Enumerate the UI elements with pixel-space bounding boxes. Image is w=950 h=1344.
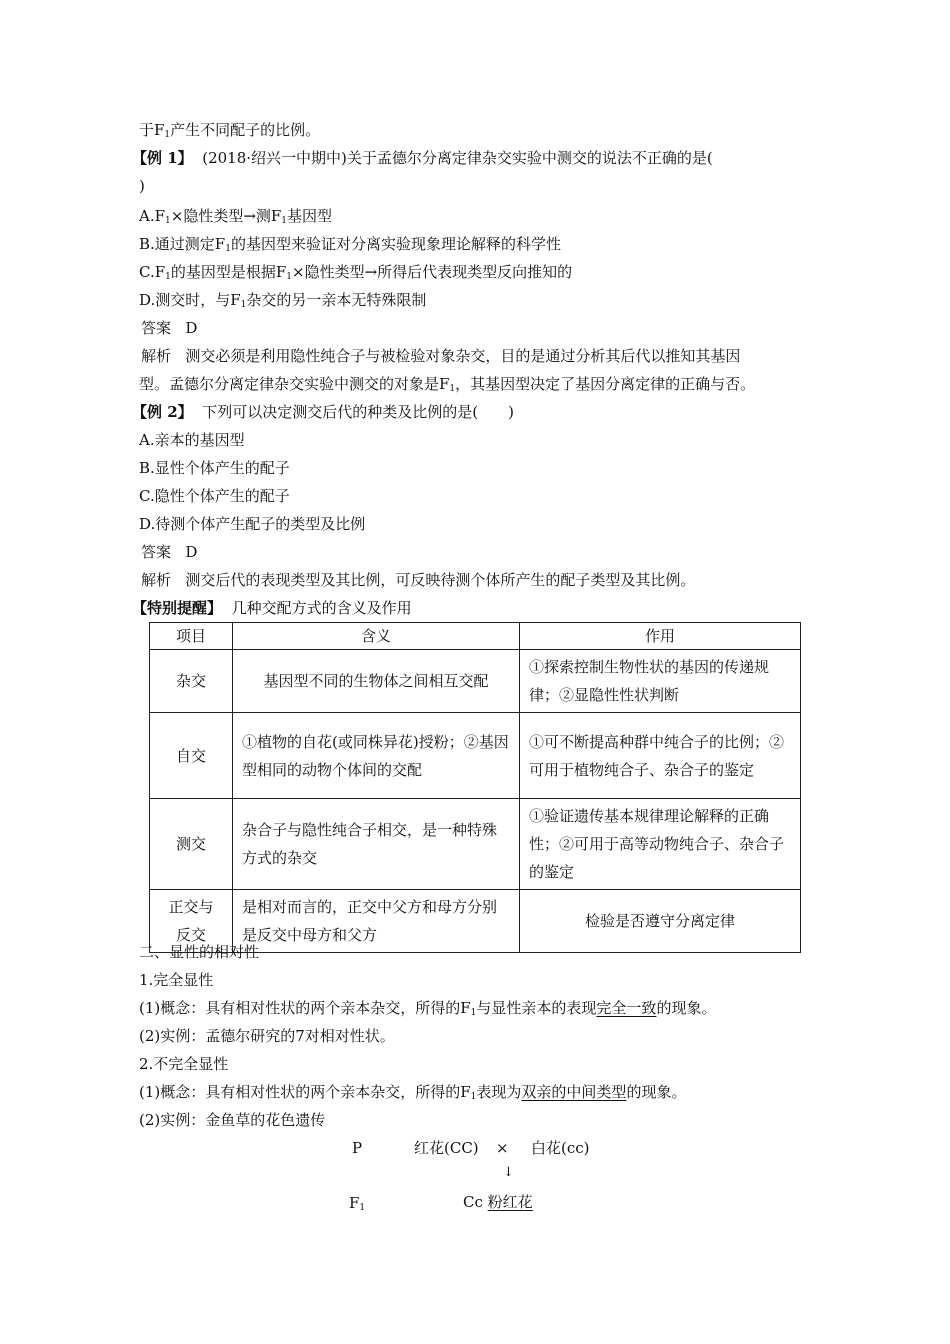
table-cell-effect: 检验是否遵守分离定律 [520, 890, 801, 953]
section-2-sub1: 1.完全显性 [139, 971, 214, 989]
example-1-tag: 【例 1】 [132, 149, 193, 167]
example-2-option-d: D.待测个体产生配子的类型及比例 [139, 515, 366, 533]
example-1-option-b: B.通过测定$F_1$的基因型来验证对分离实验现象理论解释的科学性 [139, 235, 561, 254]
example-2-answer: 答案 D [141, 543, 198, 561]
section-2-sub1-example: (2)实例：孟德尔研究的7对相对性状。 [139, 1027, 395, 1045]
section-2-sub2-example: (2)实例：金鱼草的花色遗传 [139, 1111, 326, 1129]
example-1-answer: 答案 D [141, 319, 198, 337]
arrow-down-icon: ↓ [503, 1165, 514, 1180]
example-2-analysis: 解析 测交后代的表现类型及其比例，可反映待测个体所产生的配子类型及其比例。 [141, 571, 696, 589]
cross-p-label: P [352, 1139, 363, 1157]
cross-f1-result: Cc 粉红花 [463, 1193, 533, 1211]
example-2-option-c: C.隐性个体产生的配子 [139, 487, 290, 505]
tip-heading: 【特别提醒】 几种交配方式的含义及作用 [132, 599, 412, 617]
table-header-cell: 作用 [520, 623, 801, 650]
table-cell-meaning: ①植物的自花(或同株异花)授粉；②基因型相同的动物个体间的交配 [233, 713, 520, 799]
example-1-option-d: D.测交时，与$F_1$杂交的另一亲本无特殊限制 [139, 291, 427, 310]
table-cell-item: 正交与反交 [150, 890, 233, 953]
table-row [150, 650, 801, 713]
example-1-option-c: $C.F_1$的基因型是根据$F_1\times$隐性类型→所得后代表现类型反向推知的 [139, 263, 573, 282]
table-cell-item: 杂交 [150, 650, 233, 713]
section-2-sub2: 2.不完全显性 [139, 1055, 229, 1073]
example-1-analysis-line-1: 解析 测交必须是利用隐性纯合子与被检验对象杂交，目的是通过分析其后代以推知其基因 [141, 347, 741, 365]
example-1-option-a: $A.F_1\times$隐性类型→测$F_1$基因型 [139, 207, 333, 226]
example-1-stem-end: ) [139, 177, 145, 195]
table-cell-item: 自交 [150, 713, 233, 799]
example-2-stem: 【例 2】 下列可以决定测交后代的种类及比例的是( ) [132, 403, 514, 421]
table-header-row [150, 623, 801, 650]
cross-f1-label: $F_1$ [349, 1194, 366, 1213]
table-cell-item: 测交 [150, 799, 233, 890]
example-2-option-a: A.亲本的基因型 [139, 431, 245, 449]
tip-tag: 【特别提醒】 [132, 599, 223, 617]
table-header-cell: 项目 [150, 623, 233, 650]
section-2-sub1-concept: (1)概念：具有相对性状的两个亲本杂交，所得的$F_1$与显性亲本的表现完全一致的现象。 [139, 999, 717, 1018]
intro-line: 于$F_1$产生不同配子的比例。 [139, 121, 321, 140]
table-cell-effect: ①可不断提高种群中纯合子的比例；②可用于植物纯合子、杂合子的鉴定 [520, 713, 801, 799]
section-2-heading: 二、显性的相对性 [139, 943, 260, 961]
cross-parent-2: 白花(cc) [531, 1139, 590, 1157]
table-cell-meaning: 基因型不同的生物体之间相互交配 [233, 650, 520, 713]
cross-sign: × [496, 1139, 509, 1157]
example-2-tag: 【例 2】 [132, 403, 193, 421]
table-row [150, 799, 801, 890]
table-cell-meaning: 是相对而言的，正交中父方和母方分别是反交中母方和父方 [233, 890, 520, 953]
example-1-analysis-line-2: 型。孟德尔分离定律杂交实验中测交的对象是$F_1$，其基因型决定了基因分离定律的正确与否。 [139, 375, 756, 394]
table-cell-meaning: 杂合子与隐性纯合子相交，是一种特殊方式的杂交 [233, 799, 520, 890]
cross-parent-1: 红花(CC) [414, 1139, 479, 1157]
example-2-option-b: B.显性个体产生的配子 [139, 459, 290, 477]
mating-methods-table [149, 622, 801, 953]
section-2-sub2-concept: (1)概念：具有相对性状的两个亲本杂交，所得的$F_1$表现为双亲的中间类型的现象。 [139, 1083, 687, 1102]
table-header-cell: 含义 [233, 623, 520, 650]
example-1-stem: 【例 1】 (2018·绍兴一中期中)关于孟德尔分离定律杂交实验中测交的说法不正确的是( [132, 149, 713, 167]
table-cell-effect: ①验证遗传基本规律理论解释的正确性；②可用于高等动物纯合子、杂合子的鉴定 [520, 799, 801, 890]
table-cell-effect: ①探索控制生物性状的基因的传递规律；②显隐性性状判断 [520, 650, 801, 713]
table-row [150, 713, 801, 799]
